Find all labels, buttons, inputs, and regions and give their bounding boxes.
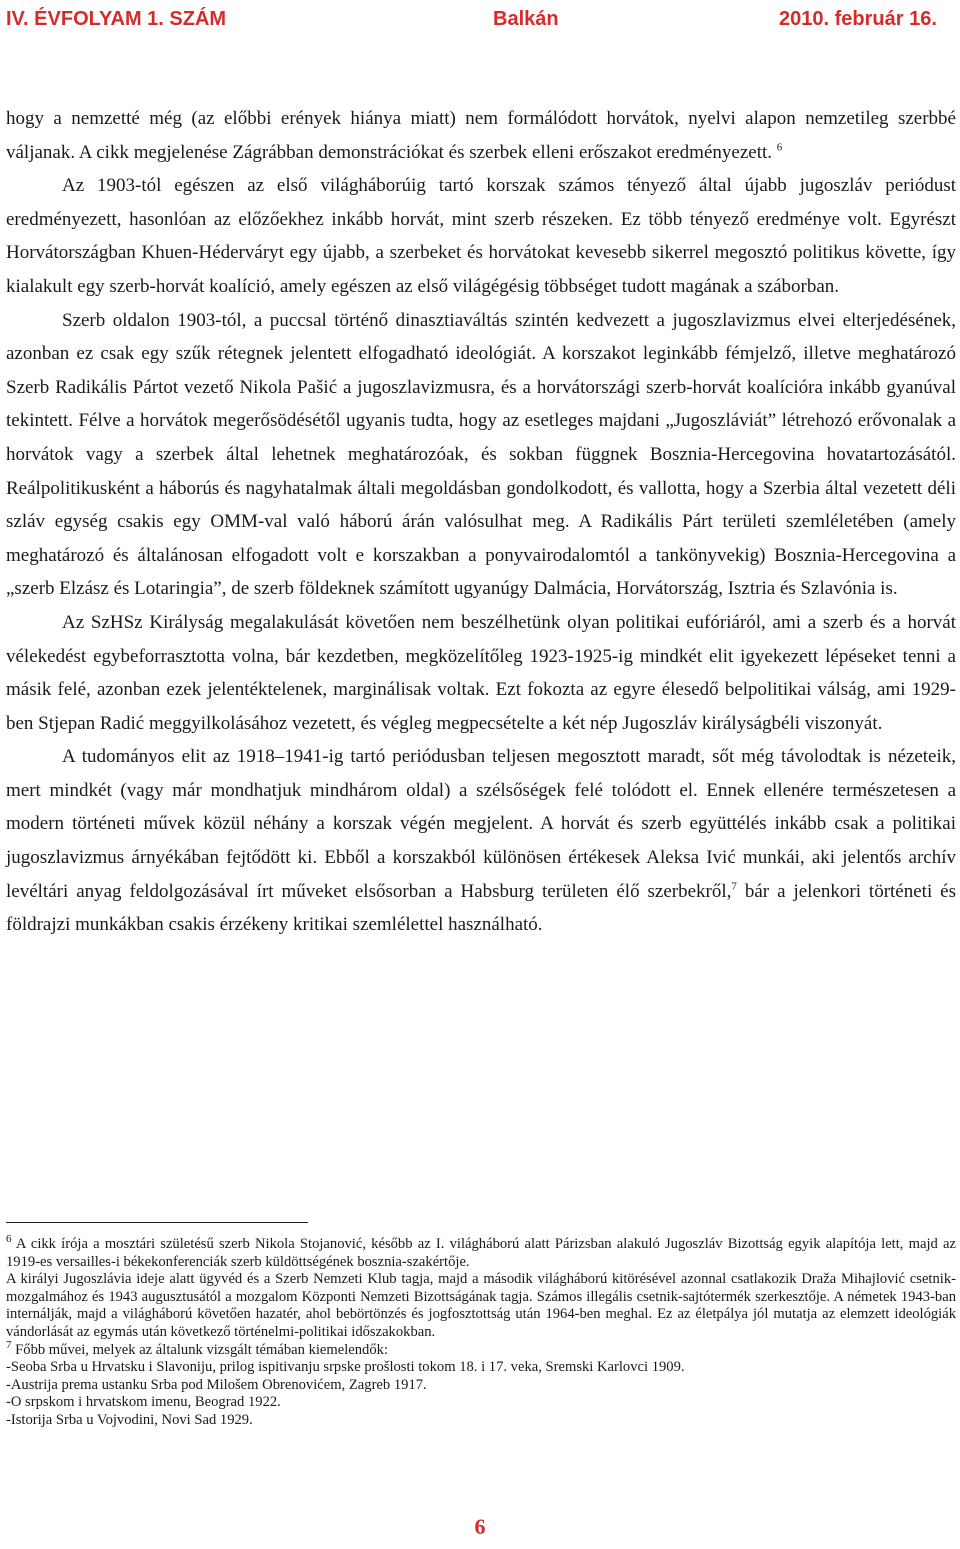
footnote-ref-6[interactable]: 6 xyxy=(776,141,783,154)
paragraph-3: Szerb oldalon 1903-tól, a puccsal történő dinasztiaváltás szintén kedvezett a jugoszlavizmus elvei elterjedésének, azonban ez csak egy szűk rétegnek jelentett elfogadható ideológiát. A korszakot leginkább fémjelző, illetve meghatározó Szerb Radikális Pártot vezető Nikola Pašić a jugoszlavizmusra, és a horvátországi szerb-horvát koalícióra inkább gyanúval tekintett. Félve a horvátok megerősödésétől ugyanis tudta, hogy az esetleges majdani „Jugoszláviát” létrehozó erővonalak a horvátok vagy a szerbek által lehetnek meghatározóak, és sokban függnek Bosznia-Hercegovina hovatartozásától. Reálpolitikusként a háborús és nagyhatalmak általi megoldásban gondolkodott, és vallotta, hogy a Szerbia által vezetett déli szláv egység csakis egy OMM-val való háború árán valósulhat meg. A Radikális Párt területi szemléletében (amely meghatározó és általánosan elfogadott volt e korszakban a ponyvairodalomtól a tankönyvekig) Bosznia-Hercegovina a „szerb Elzász és Lotaringia”, de szerb földeknek számított ugyanúgy Dalmácia, Horvátország, Isztria és Szlavónia is. xyxy=(6,309,956,600)
footnote-ref-7[interactable]: 7 xyxy=(731,880,737,893)
works-item: -Istorija Srba u Vojvodini, Novi Sad 1929. xyxy=(6,1411,253,1428)
paragraph-5-text-b: bár a jelenkori történeti és földrajzi munkákban csakis érzékeny kritikai szemlélettel használható. xyxy=(6,880,957,936)
paragraph-5-text-a: A tudományos elit az 1918–1941-ig tartó periódusban teljesen megosztott maradt, sőt még távolodtak is nézeteik, mert mindkét (vagy már mondhatjuk mindhárom oldal) a szélsőségek felé tolódott el. Ennek ellenére természetesen a modern történeti művek közül néhány a korszak végén megjelent. A horvát és szerb együttélés inkább csak a politikai jugoszlavizmus árnyékában fejtődött ki. Ebből a korszakból különösen értékesek Aleksa Ivić munkái, aki jelentős archív levéltári anyag feldolgozásával írt műveket elsősorban a Habsburg területen élő szerbekről, xyxy=(6,746,956,902)
running-header xyxy=(0,0,960,40)
footnotes xyxy=(6,1233,956,1430)
paragraph-1 xyxy=(6,102,956,169)
header-volume: IV. ÉVFOLYAM 1. SZÁM xyxy=(6,8,227,30)
works-item: -Seoba Srba u Hrvatsku i Slavoniju, prilog ispitivanju srpske prošlosti tokom 18. i 17. veka, Sremski Karlovci 1909. xyxy=(6,1359,685,1376)
footnote-6-number: 6 xyxy=(6,1233,12,1246)
footnote-7-number: 7 xyxy=(6,1338,12,1351)
header-journal: Balkán xyxy=(493,8,559,30)
header-date: 2010. február 16. xyxy=(779,8,937,30)
footnote-6-continued: A királyi Jugoszlávia ideje alatt ügyvéd és a Szerb Nemzeti Klub tagja, majd a második világháború kitörésével azonnal csatlakozik Draža Mihajlović csetnik-mozgalmához és 1943 augusztusától a mozgalom Központi Nemzeti Bizottságának tagja. Számos illegális csetnik-sajtótermék szerkesztője. A németek 1943-ban internálják, majd a világháború követően hazatér, ahol bebörtönzés és jogfosztottság után 1964-ben meghal. Ez az életpálya jól mutatja az elemzett ideológiák vándorlását az egymás után következő történelmi-politikai időszakokban. xyxy=(6,1271,956,1340)
footnote-separator xyxy=(6,1222,308,1223)
footnote-6-text: A cikk írója a mosztári születésű szerb Nikola Stojanović, később az I. világháború alatt Párizsban alakuló Jugoszláv Bizottság egyik alapítója lett, majd az 1919-es versailles-i békekonferenciák szerb küldöttségének bosznia-szakértője. xyxy=(6,1236,956,1270)
paragraph-4: Az SzHSz Királyság megalakulását követően nem beszélhetünk olyan politikai eufóriáról, ami a szerb és a horvát vélekedést egybeforrasztotta volna, bár kezdetben, megközelítőleg 1923-1925-ig mindkét elit igyekezett lépéseket tenni a másik felé, azonban ezek jelentéktelenek, marginálisak voltak. Ezt fokozta az egyre élesedő belpolitikai válság, ami 1929-ben Stjepan Radić meggyilkolásához vezetett, és végleg megpecsételte a két nép Jugoszláv királyságbéli viszonyát. xyxy=(6,611,956,734)
works-item: -O srpskom i hrvatskom imenu, Beograd 1922. xyxy=(6,1394,281,1411)
footnote-7-intro: Főbb művei, melyek az általunk vizsgált témában kiemelendők: xyxy=(15,1341,389,1358)
footnote-7 xyxy=(6,1338,956,1360)
works-item: -Austrija prema ustanku Srba pod Milošem Obrenovićem, Zagreb 1917. xyxy=(6,1376,427,1393)
paragraph-5 xyxy=(6,740,956,942)
paragraph-1-text: hogy a nemzetté még (az előbbi erények hiánya miatt) nem formálódott horvátok, nyelvi alapon nemzetileg szerbbé váljanak. A cikk megjelenése Zágrábban demonstrációkat és szerbek elleni erőszakot eredményezett. xyxy=(6,108,956,163)
page-number: 6 xyxy=(474,1514,486,1539)
footnote-6 xyxy=(6,1233,956,1271)
paragraph-2: Az 1903-tól egészen az első világháborúig tartó korszak számos tényező által újabb jugoszláv periódust eredményezett, hasonlóan az előzőekhez inkább horvát, mint szerb részeken. Ez több tényező eredménye volt. Egyrészt Horvátországban Khuen-Héderváryt egy újabb, a szerbeket és horvátokat kevesebb sikerrel megosztó politikus követte, így kialakult egy szerb-horvát koalíció, amely egészen az első világégésig többséget tudott magának a száborban. xyxy=(6,175,956,297)
article-body xyxy=(6,102,956,942)
